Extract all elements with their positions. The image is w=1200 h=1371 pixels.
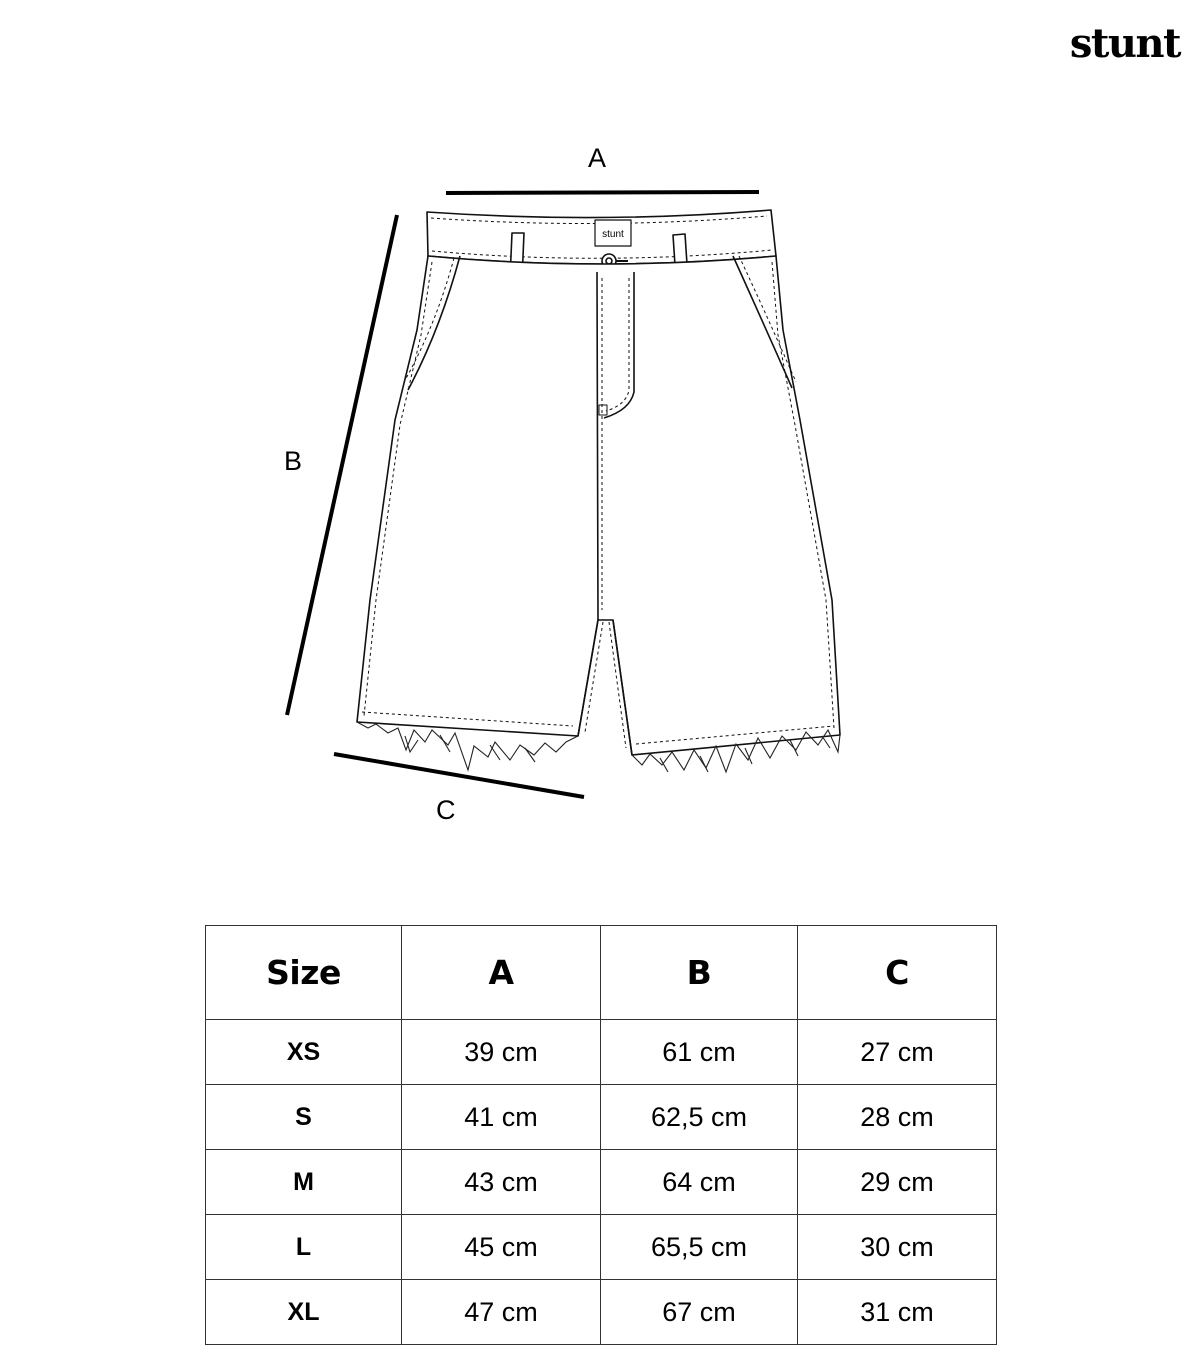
value-cell-a: 45 cm bbox=[402, 1215, 601, 1280]
value-cell-c: 28 cm bbox=[798, 1085, 997, 1150]
value-cell-b: 65,5 cm bbox=[601, 1215, 798, 1280]
table-row bbox=[206, 1280, 997, 1345]
waist-tag-label: stunt bbox=[602, 229, 624, 240]
table-row bbox=[206, 1150, 997, 1215]
value-cell-c: 30 cm bbox=[798, 1215, 997, 1280]
value-cell-b: 64 cm bbox=[601, 1150, 798, 1215]
value-cell-a: 39 cm bbox=[402, 1020, 601, 1085]
header-size: Size bbox=[206, 926, 402, 1020]
table-row bbox=[206, 1215, 997, 1280]
table-row bbox=[206, 1085, 997, 1150]
table-row bbox=[206, 1020, 997, 1085]
value-cell-c: 29 cm bbox=[798, 1150, 997, 1215]
value-cell-c: 27 cm bbox=[798, 1020, 997, 1085]
value-cell-b: 62,5 cm bbox=[601, 1085, 798, 1150]
size-cell: XL bbox=[206, 1280, 402, 1345]
shorts-outline bbox=[357, 210, 840, 755]
table-header-row bbox=[206, 926, 997, 1020]
size-cell: S bbox=[206, 1085, 402, 1150]
dim-label-b: B bbox=[284, 446, 303, 476]
value-cell-a: 41 cm bbox=[402, 1085, 601, 1150]
brand-logo: stunt bbox=[1069, 20, 1180, 67]
size-cell: L bbox=[206, 1215, 402, 1280]
header-a: A bbox=[402, 926, 601, 1020]
value-cell-c: 31 cm bbox=[798, 1280, 997, 1345]
size-cell: M bbox=[206, 1150, 402, 1215]
size-table bbox=[205, 925, 997, 1345]
dim-label-a: A bbox=[588, 143, 607, 173]
header-c: C bbox=[798, 926, 997, 1020]
dim-label-c: C bbox=[436, 795, 456, 825]
measure-line-c bbox=[334, 754, 584, 797]
value-cell-a: 43 cm bbox=[402, 1150, 601, 1215]
size-cell: XS bbox=[206, 1020, 402, 1085]
value-cell-a: 47 cm bbox=[402, 1280, 601, 1345]
header-b: B bbox=[601, 926, 798, 1020]
value-cell-b: 61 cm bbox=[601, 1020, 798, 1085]
measure-line-a bbox=[446, 192, 759, 193]
value-cell-b: 67 cm bbox=[601, 1280, 798, 1345]
